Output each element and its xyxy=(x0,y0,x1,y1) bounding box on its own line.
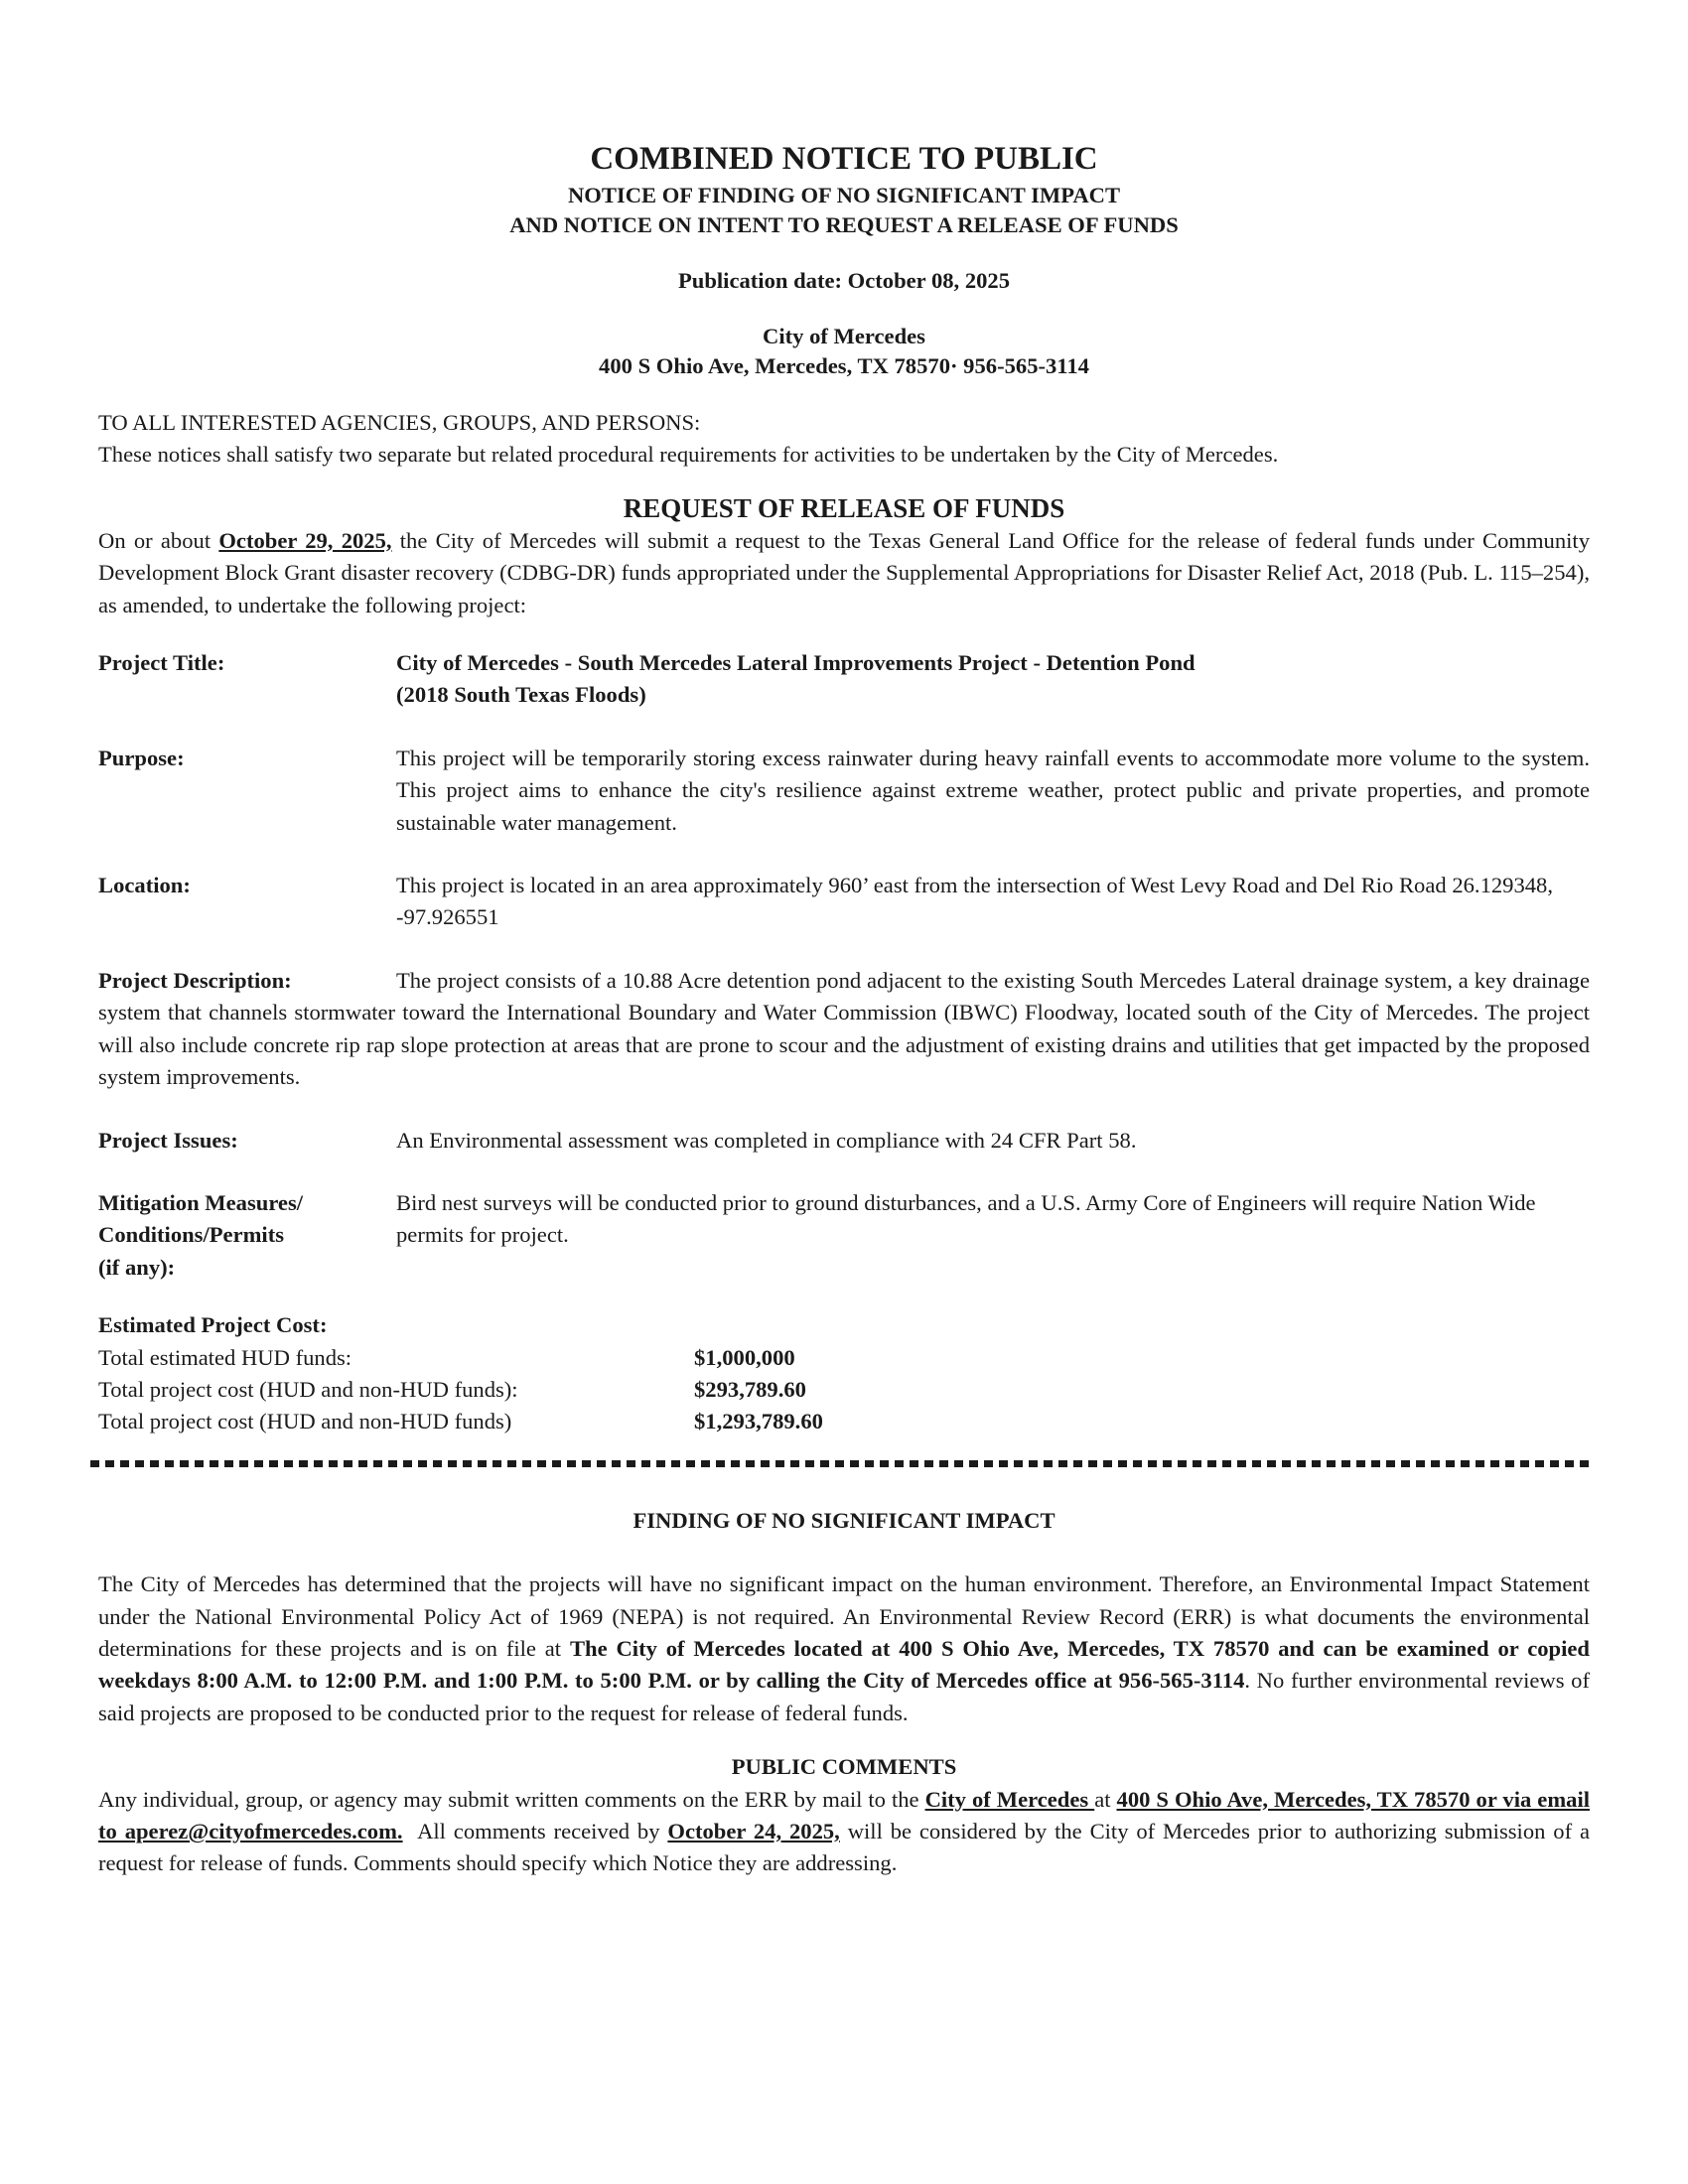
publication-date: Publication date: October 08, 2025 xyxy=(677,268,1011,293)
project-description xyxy=(98,965,1590,1094)
mitigation-value: Bird nest surveys will be conducted prior to ground disturbances, and a U.S. Army Core of Engineers will require Nation Wide permits for project. xyxy=(396,1189,1536,1248)
release-date: October 29, 2025, xyxy=(218,527,392,553)
issues-row xyxy=(98,1125,1590,1157)
notice-title: COMBINED NOTICE TO PUBLIC xyxy=(590,141,1098,177)
cost-section xyxy=(98,1309,1590,1438)
comments-heading: PUBLIC COMMENTS xyxy=(731,1754,957,1780)
release-text: the City of Mercedes will submit a request to the Texas General Land Office for the release of federal funds under Community Development Block Grant disaster recovery (CDBG-DR) funds appropriated under the Supplemental Appropriations for Disaster Relief Act, 2018 (Pub. L. 115–254), as amended, to undertake the following project: xyxy=(98,527,1590,617)
comments-text-3: All comments received by xyxy=(402,1819,668,1843)
notice-header xyxy=(98,139,1590,381)
comments-text-1: Any individual, group, or agency may submit written comments on the ERR by mail to the xyxy=(98,1786,925,1812)
project-description-label: Project Description: xyxy=(98,967,292,993)
dashed-divider xyxy=(90,1460,1592,1467)
project-title-line-2: (2018 South Texas Floods) xyxy=(396,682,646,708)
fonsi-text-1: The City of Mercedes has determined that the projects will have no significant impact on the human environment. Therefore, an Environmental Impact Statement under the National Environmental Policy Act of 1969 (NEPA) is not required. An Environmental Review Record (ERR) is what documents the environmental determinations for these projects and is on file at xyxy=(98,1571,1590,1661)
city-address: 400 S Ohio Ave, Mercedes, TX 78570· 956-565-3114 xyxy=(599,353,1089,378)
comments-city: City of Mercedes xyxy=(924,1786,1095,1812)
mitigation-label-line-2: Conditions/Permits xyxy=(98,1222,285,1248)
location-label: Location: xyxy=(98,873,191,898)
location-row xyxy=(98,870,1590,934)
cost-value: $1,000,000 xyxy=(694,1344,795,1370)
mitigation-row xyxy=(98,1187,1590,1284)
release-heading: REQUEST OF RELEASE OF FUNDS xyxy=(623,492,1065,523)
cost-value: $293,789.60 xyxy=(694,1376,806,1402)
comments-address: 400 S Ohio Ave, Mercedes, TX 78570 or via email to aperez@cityofmercedes.com. xyxy=(98,1786,1590,1843)
mitigation-label-line-3: (if any): xyxy=(98,1254,176,1280)
fonsi-paragraph xyxy=(98,1569,1590,1729)
project-title-row xyxy=(98,647,1590,712)
comments-date: October 24, 2025, xyxy=(667,1819,840,1843)
project-title-value xyxy=(396,647,1590,712)
cost-heading: Estimated Project Cost: xyxy=(98,1312,328,1338)
cost-label: Total estimated HUD funds: xyxy=(98,1344,352,1370)
cost-label: Total project cost (HUD and non-HUD funds) xyxy=(98,1409,512,1434)
issues-value: An Environmental assessment was completed in compliance with 24 CFR Part 58. xyxy=(396,1127,1137,1153)
project-title-line-1: City of Mercedes - South Mercedes Lateral Improvements Project - Detention Pond xyxy=(396,650,1196,676)
notice-subtitle-1: NOTICE OF FINDING OF NO SIGNIFICANT IMPACT xyxy=(567,183,1121,207)
mitigation-label-line-1: Mitigation Measures/ xyxy=(98,1189,304,1215)
cost-value: $1,293,789.60 xyxy=(694,1409,823,1434)
project-title-label: Project Title: xyxy=(98,650,225,676)
intro-section xyxy=(98,407,1590,472)
comments-text-2: at xyxy=(1094,1786,1117,1812)
comments-text-4: will be considered by the City of Mercedes prior to authorizing submission of a request for release of funds. Comments should specify which Notice they are addressing. xyxy=(98,1819,1590,1876)
cost-label: Total project cost (HUD and non-HUD funds): xyxy=(98,1376,518,1402)
notice-page xyxy=(98,139,1590,1880)
cost-row xyxy=(98,1406,1590,1437)
project-description-text: The project consists of a 10.88 Acre detention pond adjacent to the existing South Mercedes Lateral drainage system, a key drainage system that channels stormwater toward the International Boundary and Water Commission (IBWC) Floodway, located south of the City of Mercedes. The project will also include concrete rip rap slope protection at areas that are prone to scour and the adjustment of existing drains and utilities that get impacted by the proposed system improvements. xyxy=(98,967,1590,1090)
release-paragraph xyxy=(98,525,1590,621)
purpose-value: This project will be temporarily storing excess rainwater during heavy rainfall events to accommodate more volume to the system. This project aims to enhance the city's resilience against extreme weather, protect public and private properties, and promote sustainable water management. xyxy=(396,745,1590,835)
fonsi-bold-text: The City of Mercedes located at 400 S Ohio Ave, Mercedes, TX 78570 and can be examined or copied weekdays 8:00 A.M. to 12:00 P.M. and 1:00 P.M. to 5:00 P.M. or by calling the City of Mercedes office at 956-565-3114 xyxy=(98,1635,1590,1694)
comments-paragraph xyxy=(98,1784,1590,1880)
release-lead: On or about xyxy=(98,527,219,553)
purpose-row xyxy=(98,743,1590,839)
location-value: This project is located in an area approximately 960’ east from the intersection of West Levy Road and Del Rio Road 26.129348, -97.926551 xyxy=(396,873,1554,930)
mitigation-label xyxy=(98,1187,396,1284)
release-section xyxy=(98,491,1590,621)
intro-text: These notices shall satisfy two separate but related procedural requirements for activities to be undertaken by the City of Mercedes. xyxy=(98,442,1279,468)
cost-row xyxy=(98,1342,1590,1374)
cost-row xyxy=(98,1374,1590,1406)
fonsi-text-2: . No further environmental reviews of said projects are proposed to be conducted prior to the request for release of federal funds. xyxy=(98,1668,1590,1725)
fonsi-heading: FINDING OF NO SIGNIFICANT IMPACT xyxy=(633,1507,1055,1533)
notice-subtitle-2: AND NOTICE ON INTENT TO REQUEST A RELEASE OF FUNDS xyxy=(509,212,1179,237)
fonsi-section xyxy=(98,1505,1590,1729)
purpose-label: Purpose: xyxy=(98,745,185,770)
comments-section xyxy=(98,1751,1590,1880)
salutation: TO ALL INTERESTED AGENCIES, GROUPS, AND PERSONS: xyxy=(98,410,701,435)
issues-label: Project Issues: xyxy=(98,1127,238,1153)
city-name: City of Mercedes xyxy=(763,324,925,348)
